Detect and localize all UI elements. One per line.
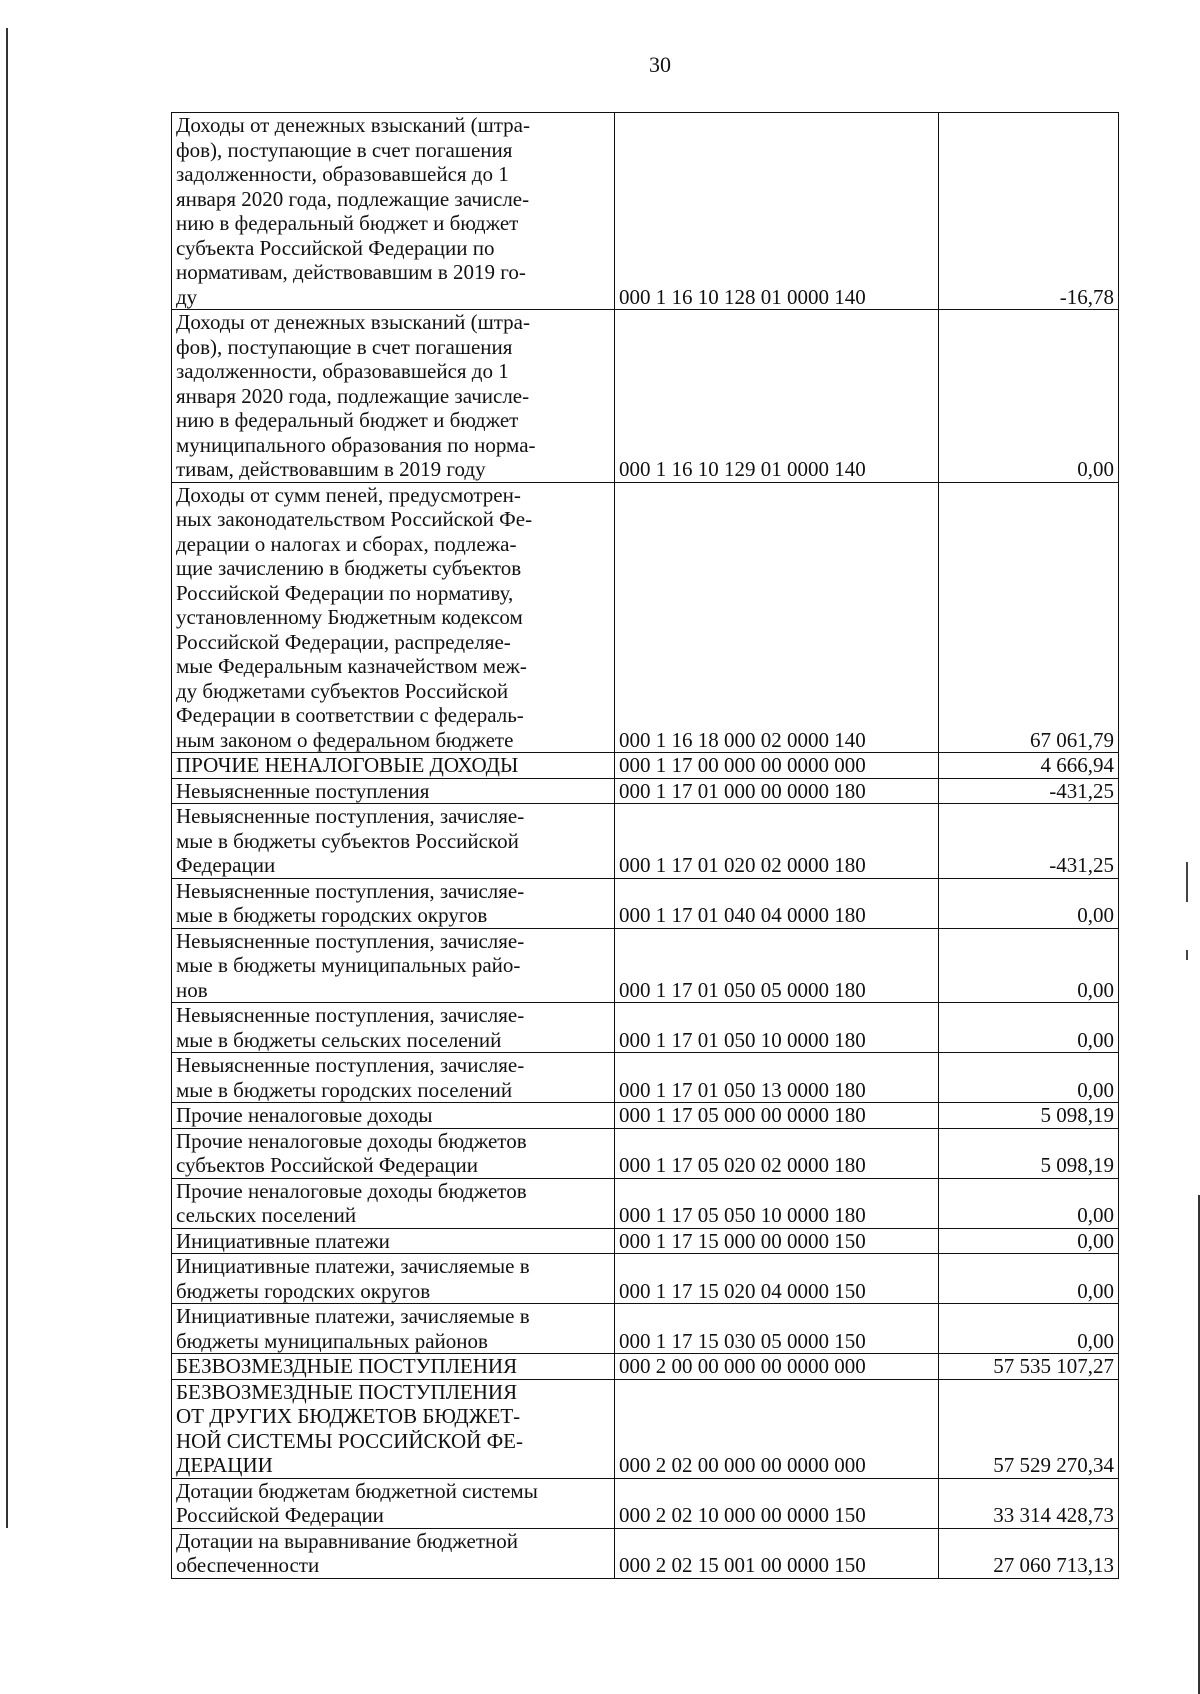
row-name: Невыясненные поступления: [172, 778, 615, 804]
table-row: [172, 1478, 1119, 1528]
row-amount: 0,00: [939, 310, 1119, 483]
row-name: Невыясненные поступления, зачисляе- мые в бюджеты сельских поселений: [172, 1003, 615, 1053]
table-row: [172, 1379, 1119, 1478]
row-amount: 5 098,19: [939, 1103, 1119, 1129]
row-code: 000 1 17 01 050 05 0000 180: [615, 928, 939, 1003]
row-code: 000 1 16 10 129 01 0000 140: [615, 310, 939, 483]
table-row: [172, 1228, 1119, 1254]
table-row: [172, 753, 1119, 779]
row-amount: 0,00: [939, 1003, 1119, 1053]
revenue-table-body: [172, 113, 1119, 1579]
row-amount: 33 314 428,73: [939, 1478, 1119, 1528]
row-name: ПРОЧИЕ НЕНАЛОГОВЫЕ ДОХОДЫ: [172, 753, 615, 779]
table-row: [172, 482, 1119, 753]
row-amount: 57 535 107,27: [939, 1354, 1119, 1380]
row-code: 000 1 17 01 050 10 0000 180: [615, 1003, 939, 1053]
row-code: 000 2 02 00 000 00 0000 000: [615, 1379, 939, 1478]
row-amount: 0,00: [939, 1228, 1119, 1254]
page-number: 30: [649, 52, 671, 77]
row-code: 000 2 00 00 000 00 0000 000: [615, 1354, 939, 1380]
row-name: Инициативные платежи, зачисляемые в бюджеты муниципальных районов: [172, 1304, 615, 1354]
row-name: Доходы от денежных взысканий (штра- фов), поступающие в счет погашения задолженности, образовавшейся до 1 января 2020 года, подлежащие зачисле- нию в федеральный бюджет и бюджет муниципального образования по норма- тивам, действовавшим в 2019 году: [172, 310, 615, 483]
row-amount: 5 098,19: [939, 1128, 1119, 1178]
row-amount: 0,00: [939, 878, 1119, 928]
row-amount: -431,25: [939, 778, 1119, 804]
row-name: Невыясненные поступления, зачисляе- мые в бюджеты муниципальных райо- нов: [172, 928, 615, 1003]
row-name: Прочие неналоговые доходы: [172, 1103, 615, 1129]
row-code: 000 1 17 05 000 00 0000 180: [615, 1103, 939, 1129]
row-amount: 27 060 713,13: [939, 1528, 1119, 1578]
row-code: 000 1 17 05 020 02 0000 180: [615, 1128, 939, 1178]
revenue-table: [171, 112, 1119, 1579]
row-amount: -431,25: [939, 804, 1119, 879]
row-code: 000 1 17 00 000 00 0000 000: [615, 753, 939, 779]
row-code: 000 1 17 15 000 00 0000 150: [615, 1228, 939, 1254]
table-row: [172, 113, 1119, 310]
row-name: Инициативные платежи, зачисляемые в бюджеты городских округов: [172, 1254, 615, 1304]
row-amount: 0,00: [939, 1304, 1119, 1354]
row-name: Дотации бюджетам бюджетной системы Российской Федерации: [172, 1478, 615, 1528]
row-amount: 0,00: [939, 1178, 1119, 1228]
table-row: [172, 804, 1119, 879]
row-amount: -16,78: [939, 113, 1119, 310]
scan-mark: [1186, 950, 1188, 960]
row-name: БЕЗВОЗМЕЗДНЫЕ ПОСТУПЛЕНИЯ ОТ ДРУГИХ БЮДЖЕТОВ БЮДЖЕТ- НОЙ СИСТЕМЫ РОССИЙСКОЙ ФЕ- ДЕРАЦИИ: [172, 1379, 615, 1478]
row-code: 000 1 17 01 000 00 0000 180: [615, 778, 939, 804]
row-amount: 57 529 270,34: [939, 1379, 1119, 1478]
table-row: [172, 1003, 1119, 1053]
table-row: [172, 1128, 1119, 1178]
row-name: Невыясненные поступления, зачисляе- мые в бюджеты городских поселений: [172, 1053, 615, 1103]
row-code: 000 1 17 05 050 10 0000 180: [615, 1178, 939, 1228]
table-row: [172, 310, 1119, 483]
table-row: [172, 1053, 1119, 1103]
table-row: [172, 1254, 1119, 1304]
table-row: [172, 1528, 1119, 1578]
row-name: Дотации на выравнивание бюджетной обеспеченности: [172, 1528, 615, 1578]
row-amount: 67 061,79: [939, 482, 1119, 753]
row-name: Доходы от сумм пеней, предусмотрен- ных законодательством Российской Фе- дерации о налогах и сборах, подлежа- щие зачислению в бюджеты субъектов Российской Федерации по нормативу, установленному Бюджетным кодексом Российской Федерации, распределяе- мые Федеральным казначейством меж- ду бюджетами субъектов Российской Федерации в соответствии с федераль- ным законом о федеральном бюджете: [172, 482, 615, 753]
table-row: [172, 878, 1119, 928]
row-name: Инициативные платежи: [172, 1228, 615, 1254]
row-name: БЕЗВОЗМЕЗДНЫЕ ПОСТУПЛЕНИЯ: [172, 1354, 615, 1380]
row-code: 000 1 16 18 000 02 0000 140: [615, 482, 939, 753]
row-code: 000 1 17 15 030 05 0000 150: [615, 1304, 939, 1354]
row-code: 000 1 17 15 020 04 0000 150: [615, 1254, 939, 1304]
row-amount: 0,00: [939, 928, 1119, 1003]
row-name: Невыясненные поступления, зачисляе- мые в бюджеты субъектов Российской Федерации: [172, 804, 615, 879]
table-row: [172, 1304, 1119, 1354]
row-code: 000 1 17 01 020 02 0000 180: [615, 804, 939, 879]
row-amount: 0,00: [939, 1254, 1119, 1304]
row-name: Прочие неналоговые доходы бюджетов сельских поселений: [172, 1178, 615, 1228]
row-code: 000 1 17 01 040 04 0000 180: [615, 878, 939, 928]
table-row: [172, 928, 1119, 1003]
table-row: [172, 778, 1119, 804]
row-amount: 0,00: [939, 1053, 1119, 1103]
row-code: 000 2 02 10 000 00 0000 150: [615, 1478, 939, 1528]
row-name: Доходы от денежных взысканий (штра- фов), поступающие в счет погашения задолженности, образовавшейся до 1 января 2020 года, подлежащие зачисле- нию в федеральный бюджет и бюджет субъекта Российской Федерации по нормативам, действовавшим в 2019 го- ду: [172, 113, 615, 310]
table-row: [172, 1178, 1119, 1228]
row-amount: 4 666,94: [939, 753, 1119, 779]
scan-mark: [1186, 862, 1188, 902]
table-row: [172, 1354, 1119, 1380]
row-name: Прочие неналоговые доходы бюджетов субъектов Российской Федерации: [172, 1128, 615, 1178]
scan-edge-left: [6, 28, 8, 1528]
row-code: 000 1 16 10 128 01 0000 140: [615, 113, 939, 310]
table-row: [172, 1103, 1119, 1129]
row-name: Невыясненные поступления, зачисляе- мые в бюджеты городских округов: [172, 878, 615, 928]
row-code: 000 2 02 15 001 00 0000 150: [615, 1528, 939, 1578]
row-code: 000 1 17 01 050 13 0000 180: [615, 1053, 939, 1103]
